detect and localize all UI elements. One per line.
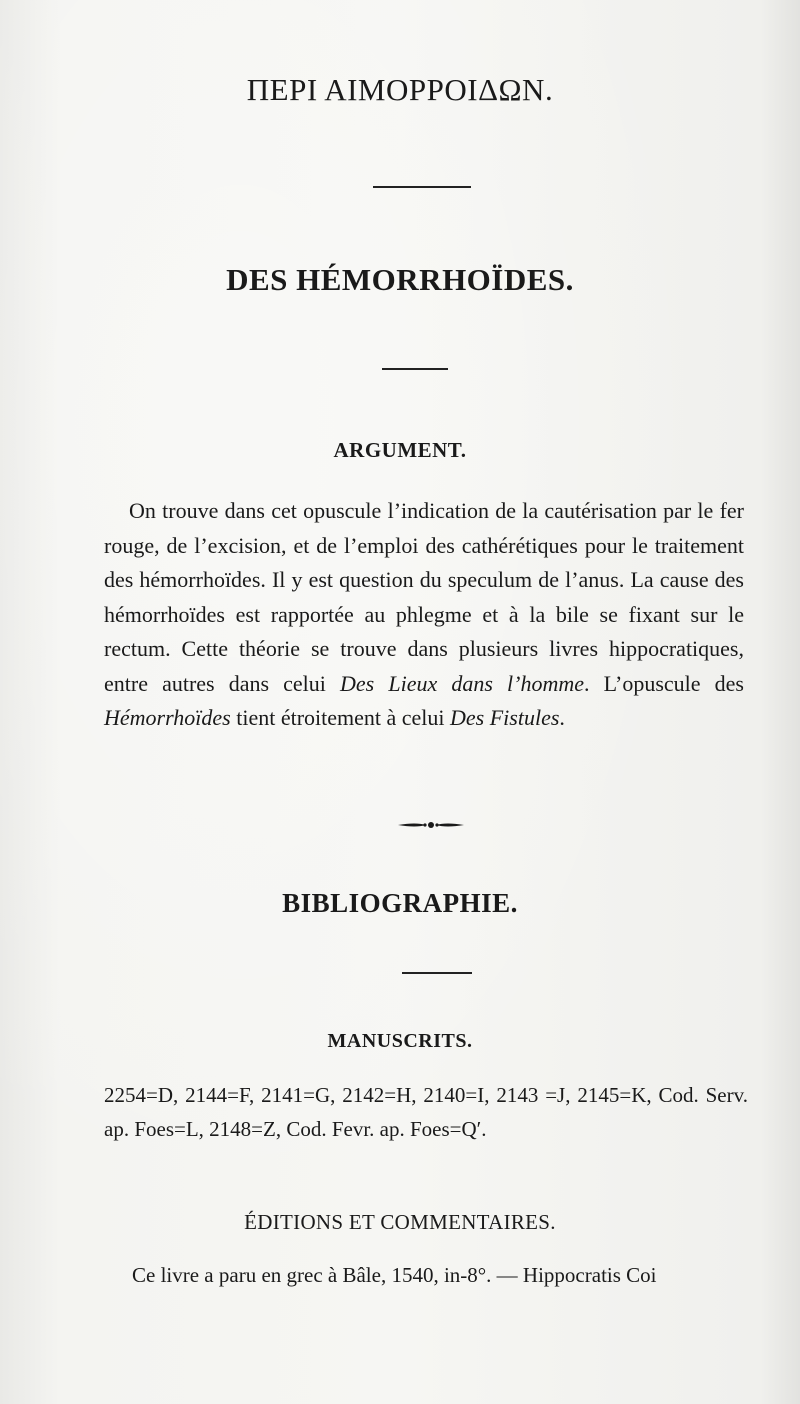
greek-title: ΠΕΡΙ ΑΙΜΟΡΡΟΙΔΩΝ.: [246, 72, 554, 107]
argument-text: . L’opuscule des: [584, 670, 744, 696]
argument-text: .: [559, 705, 565, 730]
short-divider: [382, 368, 448, 370]
main-title: DES HÉMORRHOÏDES.: [226, 262, 574, 297]
title-divider: [373, 186, 471, 188]
manuscrits-heading: MANUSCRITS.: [327, 1030, 473, 1052]
bibliographie-divider: [402, 972, 472, 974]
bibliographie-heading: BIBLIOGRAPHIE.: [282, 888, 518, 918]
argument-work-title: Des Fistules: [450, 705, 560, 730]
argument-paragraph: [104, 494, 744, 736]
argument-work-title: Hémorrhoïdes: [104, 705, 231, 730]
argument-work-title: Des Lieux dans l’homme: [340, 670, 584, 696]
editions-heading: ÉDITIONS ET COMMENTAIRES.: [244, 1210, 556, 1234]
argument-text: On trouve dans cet opuscule l’indication de la cautérisation par le fer rouge, de l’excision, et de l’emploi des cathérétiques pour le traitement des hémorrhoïdes. Il y est question du speculum de l’anus. La cause des hémorrhoïdes est rapportée au phlegme et à la bile se fixant sur le rectum. Cette théorie se trouve dans plusieurs livres hippocratiques, entre autres dans celui: [104, 498, 744, 696]
argument-text: tient étroitement à celui: [230, 705, 451, 730]
ornament-divider: [396, 818, 466, 832]
manuscrits-list: 2254=D, 2144=F, 2141=G, 2142=H, 2140=I, 2143 =J, 2145=K, Cod. Serv. ap. Foes=L, 2148=Z, Cod. Fevr. ap. Foes=Q′.: [104, 1083, 748, 1141]
argument-heading: ARGUMENT.: [333, 438, 467, 462]
editions-text: Ce livre a paru en grec à Bâle, 1540, in-8°. — Hippocratis Coi: [132, 1263, 657, 1287]
